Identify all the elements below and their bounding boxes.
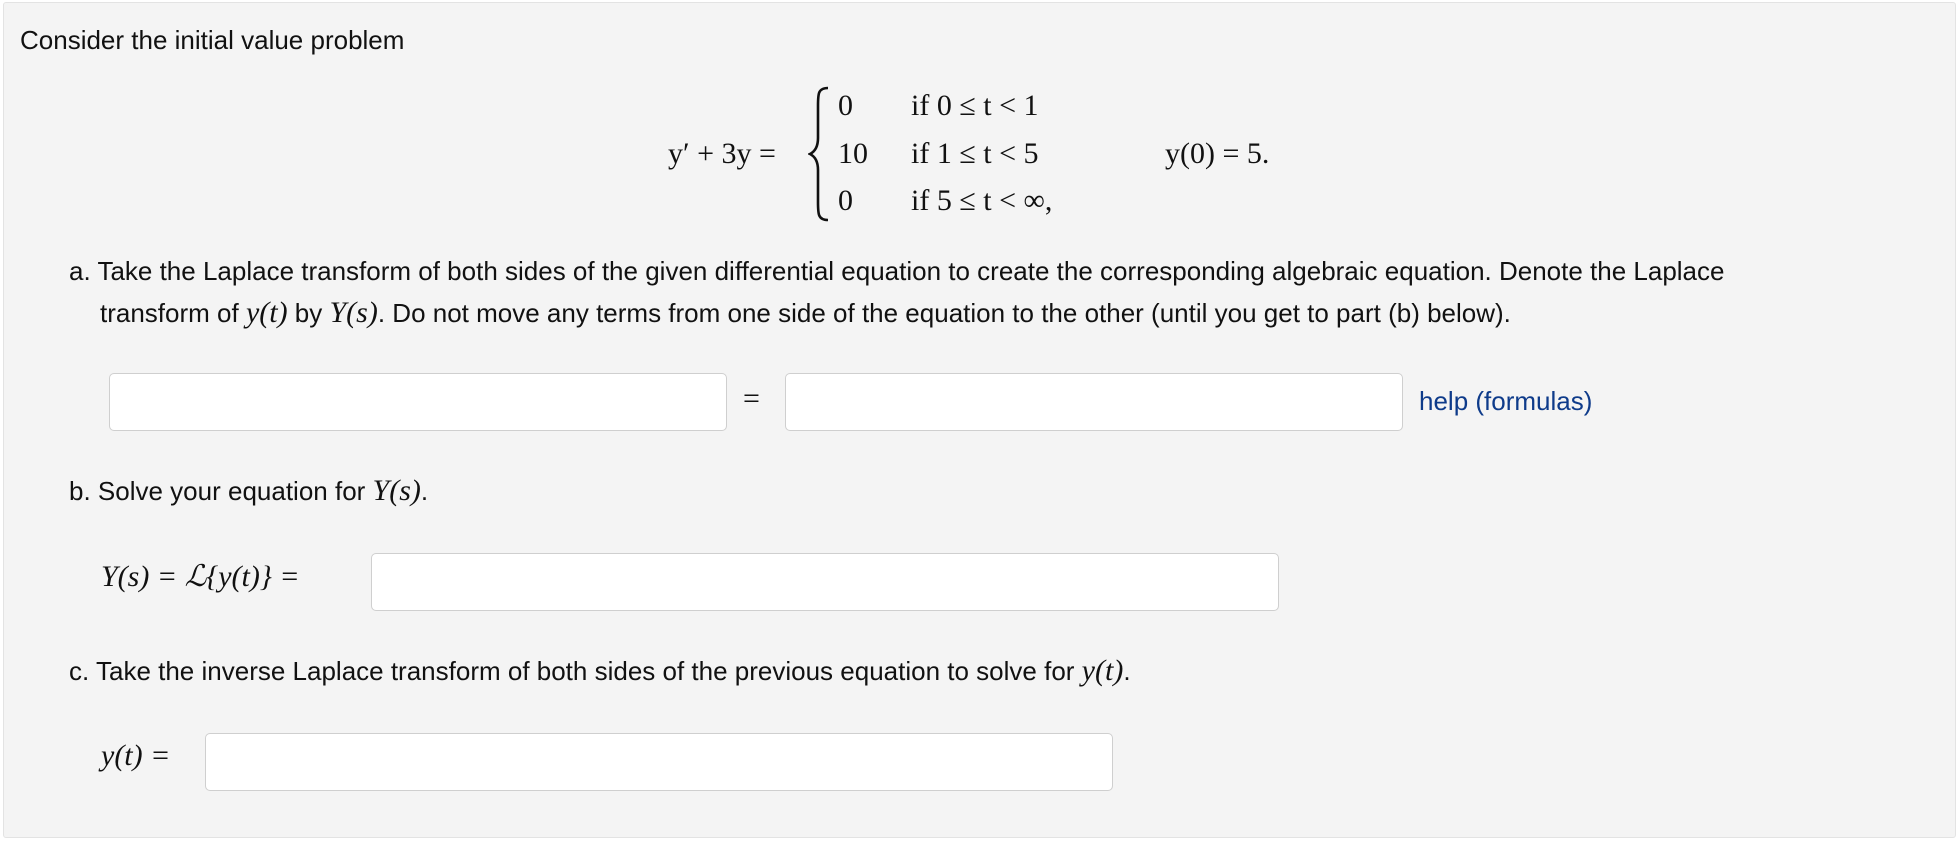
laplace-rhs-input[interactable] <box>785 373 1403 431</box>
part-c-instructions <box>69 654 1131 688</box>
part-a-instructions-line2 <box>100 296 1511 330</box>
Y-of-s-label: Y(s) = ℒ{y(t)} = <box>101 560 300 593</box>
part-a-line2-by: by <box>287 298 330 328</box>
part-c-end: . <box>1123 656 1131 686</box>
cases-brace <box>808 86 830 222</box>
problem-intro: Consider the initial value problem <box>20 25 405 55</box>
Y-of-s-input[interactable] <box>371 553 1279 611</box>
case-2-value: 10 <box>838 137 868 170</box>
help-formulas-link[interactable]: help (formulas) <box>1419 386 1593 416</box>
part-b-var: Y(s) <box>372 474 421 507</box>
case-2-condition: if 1 ≤ t < 5 <box>911 137 1039 170</box>
part-b-instructions <box>69 474 428 508</box>
case-1-condition: if 0 ≤ t < 1 <box>911 89 1039 122</box>
case-1-value: 0 <box>838 89 853 122</box>
part-b-end: . <box>420 476 429 506</box>
part-b-text: Solve your equation for <box>97 476 373 506</box>
case-3-value: 0 <box>838 184 853 217</box>
part-c-var: y(t) <box>1081 654 1124 687</box>
equals-sign: = <box>743 382 760 415</box>
equation-lhs: y′ + 3y = <box>668 137 776 170</box>
part-a-var-y: y(t) <box>245 296 288 329</box>
part-a-line2-post: . Do not move any terms from one side of the equation to the other (until you get to part (b) below). <box>377 298 1511 328</box>
part-a-prefix: a. <box>69 256 98 286</box>
part-c-prefix: c. <box>69 656 96 686</box>
part-c-text: Take the inverse Laplace transform of both sides of the previous equation to solve for <box>95 656 1082 686</box>
part-a-var-Y: Y(s) <box>329 296 378 329</box>
y-of-t-input[interactable] <box>205 733 1113 791</box>
part-a-line2-pre: transform of <box>100 298 246 328</box>
initial-condition: y(0) = 5. <box>1165 137 1270 170</box>
part-a-instructions <box>69 256 1724 287</box>
case-3-condition: if 5 ≤ t < ∞, <box>911 184 1053 217</box>
laplace-lhs-input[interactable] <box>109 373 727 431</box>
part-a-line1: Take the Laplace transform of both sides of the given differential equation to create the corresponding algebraic equation. Denote the Laplace <box>97 256 1725 286</box>
part-b-prefix: b. <box>69 476 98 506</box>
y-of-t-label: y(t) = <box>101 739 171 772</box>
